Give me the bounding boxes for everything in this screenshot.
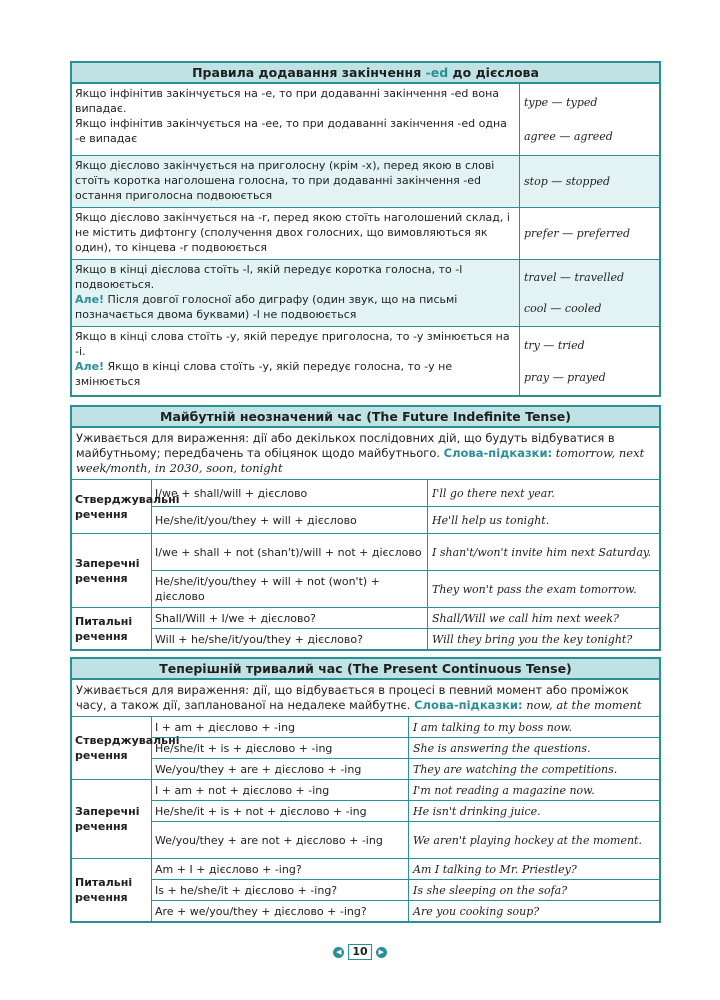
table-row xyxy=(152,822,659,858)
formula: He/she/it + is + not + дієслово + -ing xyxy=(152,801,409,821)
formula: We/you/they + are + дієслово + -ing xyxy=(152,759,409,779)
future-intro: Уживається для вираження: дії або декількох послідовних дій, що будуть відбуватися в майбутньому; передбачень та обіцянок щодо майбутнього. Слова-підказки: tomorrow, next week/month, in 2030, soon, tonight xyxy=(72,428,659,480)
table-row xyxy=(152,507,659,533)
example: He isn't drinking juice. xyxy=(413,804,541,818)
ed-rule-row xyxy=(72,260,659,327)
rule-example: cool — cooled xyxy=(524,302,602,315)
group-label: Заперечні речення xyxy=(72,534,152,607)
group-label: Заперечні речення xyxy=(72,780,152,858)
example: They won't pass the exam tomorrow. xyxy=(432,582,637,596)
ed-rules-title: Правила додавання закінчення -ed до дієслова xyxy=(72,63,659,84)
present-continuous-table xyxy=(70,657,661,923)
example: We aren't playing hockey at the moment. xyxy=(413,833,642,847)
ale-label: Але! xyxy=(75,360,105,373)
table-row xyxy=(152,780,659,801)
rule-example: agree — agreed xyxy=(524,129,613,143)
hint-label: Слова-підказки: xyxy=(443,446,553,460)
formula: Will + he/she/it/you/they + дієслово? xyxy=(152,629,428,649)
ed-rule-row xyxy=(72,208,659,260)
table-row xyxy=(152,534,659,571)
table-row xyxy=(152,880,659,901)
formula: I/we + shall + not (shan't)/will + not + дієслово xyxy=(152,534,428,570)
table-row xyxy=(152,901,659,921)
question-group xyxy=(72,859,659,921)
group-label: Питальні речення xyxy=(72,859,152,921)
ed-rules-table xyxy=(70,61,661,397)
formula: Is + he/she/it + дієслово + -ing? xyxy=(152,880,409,900)
table-row xyxy=(152,629,659,649)
prev-page-icon[interactable]: ◀ xyxy=(333,947,344,958)
rule-example: try — tried xyxy=(524,338,585,352)
negative-group xyxy=(72,534,659,608)
rule-text: Якщо в кінці слова стоїть -y, якій передує голосна, то -y не змінюється xyxy=(75,360,453,388)
future-title: Майбутній неозначений час (The Future Indefinite Tense) xyxy=(72,407,659,428)
example: I shan't/won't invite him next Saturday. xyxy=(432,545,652,559)
ale-label: Але! xyxy=(75,293,105,306)
negative-group xyxy=(72,780,659,859)
example: Shall/Will we call him next week? xyxy=(432,611,619,625)
group-label: Стверджувальні речення xyxy=(72,480,152,533)
formula: I + am + not + дієслово + -ing xyxy=(152,780,409,800)
rule-example: type — typed xyxy=(524,96,598,110)
formula: He/she/it/you/they + will + дієслово xyxy=(152,507,428,533)
rule-text: Якщо дієслово закінчується на -r, перед якою стоїть наголошений склад, і не містить дифтонгу (сполучення двох голосних, що вимовляються як один), то кінцева -r подвоюється xyxy=(75,211,510,254)
hint-label: Слова-підказки: xyxy=(414,698,523,712)
formula: I/we + shall/will + дієслово xyxy=(152,480,428,506)
table-row xyxy=(152,480,659,507)
rule-text: Якщо інфінітив закінчується на -ee, то при додаванні закінчення -ed одна -е випадає xyxy=(75,117,507,145)
hint-words: tomorrow, next week/month, in 2030, soon, tonight xyxy=(76,446,645,475)
rule-example: travel — travelled xyxy=(524,271,625,284)
ed-rule-row xyxy=(72,327,659,395)
affirmative-group xyxy=(72,717,659,780)
example: Will they bring you the key tonight? xyxy=(432,632,633,646)
table-row xyxy=(152,717,659,738)
formula: We/you/they + are not + дієслово + -ing xyxy=(152,822,409,858)
table-row xyxy=(152,571,659,607)
rule-text: Якщо в кінці дієслова стоїть -l, якій передує коротка голосна, то -l подвоюється. xyxy=(75,263,463,291)
formula: He/she/it + is + дієслово + -ing xyxy=(152,738,409,758)
next-page-icon[interactable]: ▶ xyxy=(376,947,387,958)
table-row xyxy=(152,738,659,759)
ed-rule-row xyxy=(72,156,659,208)
formula: I + am + дієслово + -ing xyxy=(152,717,409,737)
present-intro: Уживається для вираження: дії, що відбувається в процесі в певний момент або проміжок часу, а також дії, запланованої на недалеке майбутнє. Слова-підказки: now, at the moment xyxy=(72,680,659,717)
rule-example: prefer — preferred xyxy=(524,227,631,240)
example: Am I talking to Mr. Priestley? xyxy=(413,862,577,876)
rule-example: pray — prayed xyxy=(524,370,606,384)
example: She is answering the questions. xyxy=(413,741,591,755)
page-number-bar xyxy=(0,944,720,960)
future-indefinite-table xyxy=(70,405,661,651)
example: I'm not reading a magazine now. xyxy=(413,783,595,797)
affirmative-group xyxy=(72,480,659,534)
rule-text: Якщо в кінці слова стоїть -y, якій передує приголосна, то -y змінюється на -i. xyxy=(75,330,510,358)
rule-text: Після довгої голосної або диграфу (один звук, що на письмі позначається двома буквами) -l не подвоюється xyxy=(75,293,458,321)
group-label: Стверджувальні речення xyxy=(72,717,152,779)
rule-text: Якщо дієслово закінчується на приголосну (крім -x), перед якою в слові стоїть коротка наголошена голосна, то при додаванні закінчення -ed остання приголосна подвоюється xyxy=(75,159,495,202)
group-label: Питальні речення xyxy=(72,608,152,649)
table-row xyxy=(152,759,659,779)
example: I'll go there next year. xyxy=(432,486,555,500)
example: Is she sleeping on the sofa? xyxy=(413,883,568,897)
table-row xyxy=(152,801,659,822)
formula: Am + I + дієслово + -ing? xyxy=(152,859,409,879)
rule-example: stop — stopped xyxy=(524,175,611,188)
page-number: 10 xyxy=(348,944,371,960)
present-title: Теперішній тривалий час (The Present Continuous Tense) xyxy=(72,659,659,680)
example: He'll help us tonight. xyxy=(432,513,550,527)
formula: Are + we/you/they + дієслово + -ing? xyxy=(152,901,409,921)
formula: Shall/Will + I/we + дієслово? xyxy=(152,608,428,628)
question-group xyxy=(72,608,659,649)
example: I am talking to my boss now. xyxy=(413,720,573,734)
hint-words: now, at the moment xyxy=(526,698,642,712)
formula: He/she/it/you/they + will + not (won't) + дієслово xyxy=(152,571,428,607)
table-row xyxy=(152,608,659,629)
example: Are you cooking soup? xyxy=(413,904,540,918)
example: They are watching the competitions. xyxy=(413,762,618,776)
ed-rule-row xyxy=(72,84,659,156)
table-row xyxy=(152,859,659,880)
rule-text: Якщо інфінітив закінчується на -е, то при додаванні закінчення -ed вона випадає. xyxy=(75,87,500,115)
